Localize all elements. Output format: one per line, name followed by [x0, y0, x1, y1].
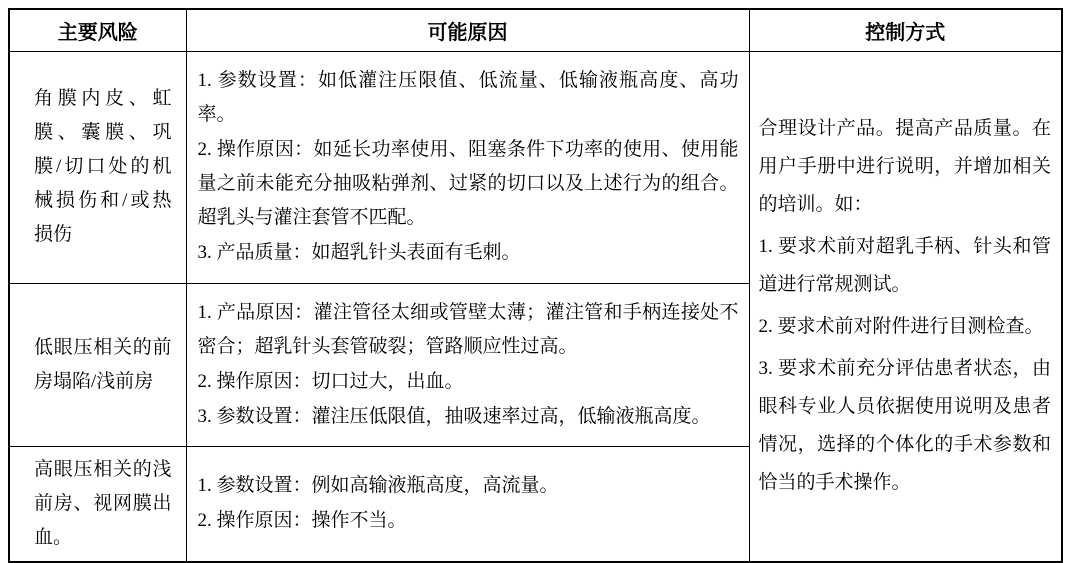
cause-cell-row3 [186, 446, 749, 562]
cause-item: 1. 参数设置：例如高输液瓶高度，高流量。 [197, 475, 559, 496]
cause-item: 3. 参数设置：灌注压低限值，抽吸速率过高，低输液瓶高度。 [197, 405, 711, 427]
cause-item: 3. 产品质量：如超乳针头表面有毛刺。 [197, 242, 521, 263]
cause-item: 2. 操作原因：操作不当。 [197, 510, 407, 531]
control-item: 1. 要求术前对超乳手柄、针头和管道进行常规测试。 [758, 236, 1051, 295]
risk-cell-high-iop-retinal-hemorrhage: 高眼压相关的浅前房、视网膜出血。 [9, 446, 186, 562]
control-method-cell [749, 51, 1062, 562]
risk-cell-hypotony-chamber-collapse: 低眼压相关的前房塌陷/浅前房 [9, 283, 186, 446]
table-row [9, 51, 1062, 283]
cause-cell-row2 [186, 283, 749, 446]
risk-control-table [8, 8, 1063, 563]
cause-item: 1. 参数设置：如低灌注压限值、低流量、低输液瓶高度、高功率。 [197, 70, 739, 125]
header-possible-cause: 可能原因 [186, 9, 749, 51]
control-intro: 合理设计产品。提高产品质量。在用户手册中进行说明，并增加相关的培训。如： [758, 118, 1051, 215]
header-main-risk: 主要风险 [9, 9, 186, 51]
cause-item: 2. 操作原因：如延长功率使用、阻塞条件下功率的使用、使用能量之前未能充分抽吸粘弹剂、过紧的切口以及上述行为的组合。超乳头与灌注套管不匹配。 [197, 139, 739, 228]
header-control-method: 控制方式 [749, 9, 1062, 51]
cause-item: 1. 产品原因：灌注管径太细或管壁太薄；灌注管和手柄连接处不密合；超乳针头套管破裂；管路顺应性过高。 [197, 301, 739, 357]
control-item: 2. 要求术前对附件进行目测检查。 [758, 316, 1044, 337]
control-item: 3. 要求术前充分评估患者状态，由眼科专业人员依据使用说明及患者情况，选择的个体化的手术参数和恰当的手术操作。 [758, 358, 1051, 493]
cause-cell-row1 [186, 51, 749, 283]
cause-item: 2. 操作原因：切口过大，出血。 [197, 370, 464, 392]
risk-cell-mechanical-thermal-injury: 角膜内皮、虹膜、囊膜、巩膜/切口处的机械损伤和/或热损伤 [9, 51, 186, 283]
table-header-row [9, 9, 1062, 51]
